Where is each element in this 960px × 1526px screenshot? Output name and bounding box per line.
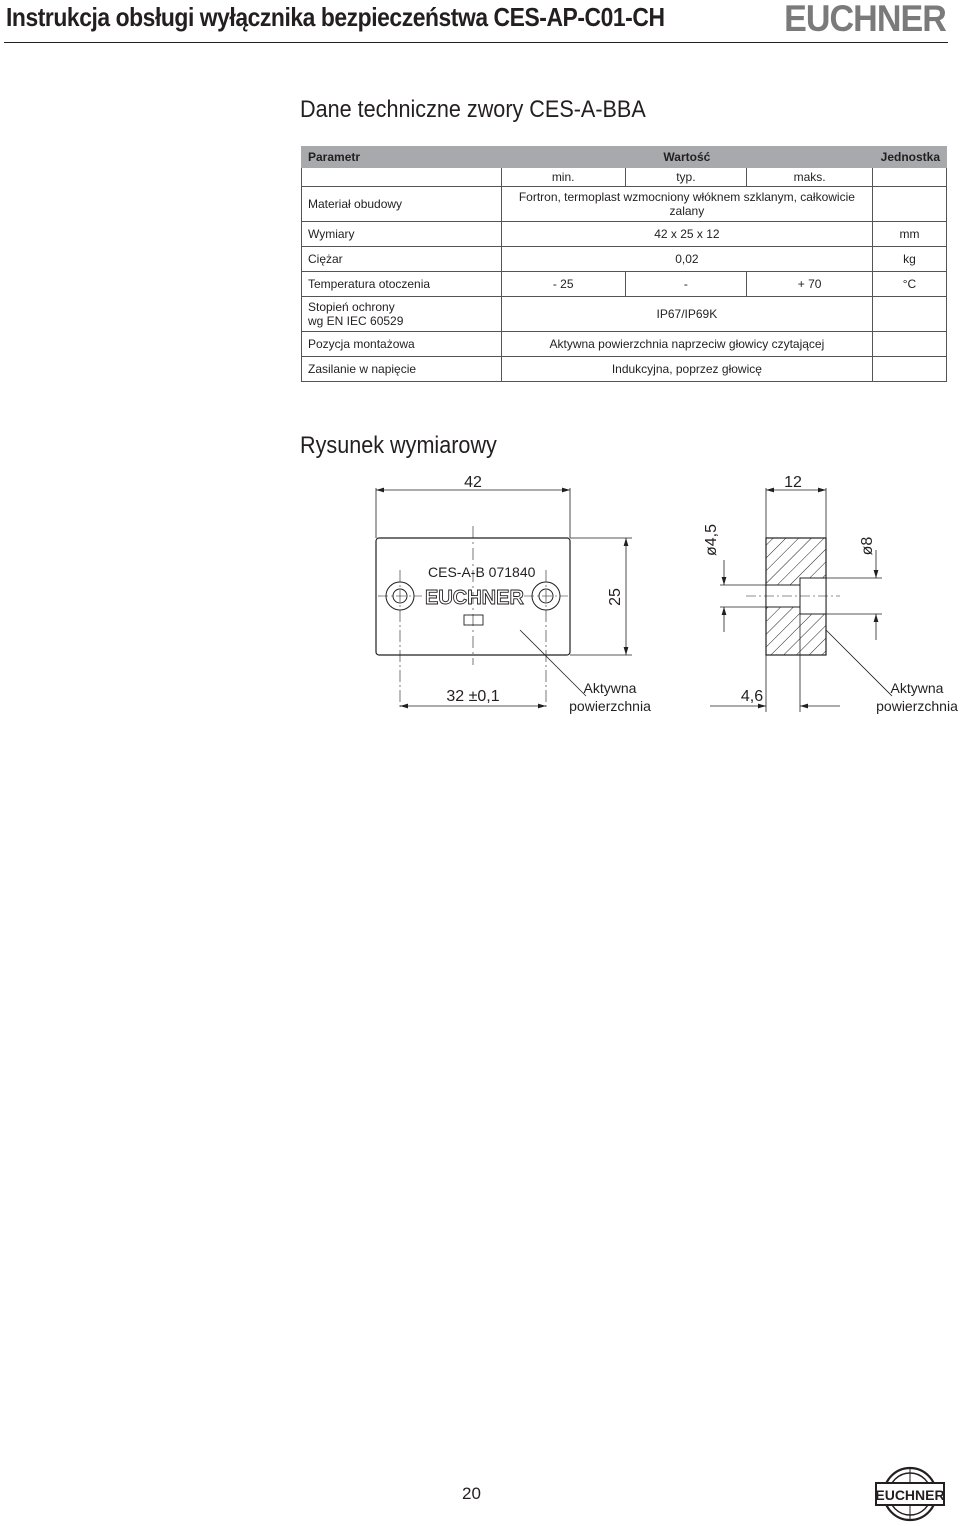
euchner-logo: EUCHNER	[784, 0, 946, 39]
marking-symbol	[464, 615, 483, 625]
row-value: Aktywna powierzchnia naprzeciw głowicy czytającej	[501, 332, 872, 357]
dim-depth-label: 12	[784, 474, 802, 491]
table-subheader-row	[302, 168, 947, 187]
row-unit: mm	[872, 222, 946, 247]
row-value: 42 x 25 x 12	[501, 222, 872, 247]
subheader-min: min.	[501, 168, 625, 187]
header-param: Parametr	[302, 147, 502, 168]
side-view	[703, 474, 958, 714]
table-row	[302, 332, 947, 357]
section-title-dimension-drawing: Rysunek wymiarowy	[300, 432, 497, 459]
active-surface-label-front: Aktywna	[583, 680, 637, 696]
header-unit: Jednostka	[872, 147, 946, 168]
row-min: - 25	[501, 272, 625, 297]
active-surface-label-line2: powierzchnia	[569, 698, 651, 714]
table-row	[302, 357, 947, 382]
dim-hole-spacing-label: 32 ±0,1	[446, 688, 500, 705]
row-unit: °C	[872, 272, 946, 297]
section-title-technical-data: Dane techniczne zwory CES-A-BBA	[300, 96, 646, 123]
dim-outer-dia-label: ø8	[859, 536, 876, 556]
brand-label: EUCHNER	[425, 587, 524, 609]
dim-width-label: 42	[464, 474, 482, 491]
table-row	[302, 297, 947, 332]
active-surface-label-front-1	[569, 680, 651, 714]
table-header-row	[302, 147, 947, 168]
table-row	[302, 272, 947, 297]
row-unit	[872, 187, 946, 222]
active-surface-label-side: Aktywna	[890, 680, 944, 696]
row-value: IP67/IP69K	[501, 297, 872, 332]
document-title: Instrukcja obsługi wyłącznika bezpieczeństwa CES-AP-C01-CH	[6, 2, 665, 32]
header-rule	[4, 42, 948, 43]
active-surface-label-line2: powierzchnia	[876, 698, 958, 714]
row-value: Fortron, termoplast wzmocniony włóknem szklanym, całkowicie zalany	[501, 187, 872, 222]
row-unit	[872, 297, 946, 332]
front-view	[376, 474, 651, 714]
row-unit: kg	[872, 247, 946, 272]
dim-hole-dia-label: ø4,5	[703, 523, 720, 557]
footer-euchner-logo	[870, 1466, 950, 1522]
row-max: + 70	[747, 272, 873, 297]
row-value: 0,02	[501, 247, 872, 272]
active-surface-label-side-1	[876, 680, 958, 714]
dim-counterbore-label: 4,6	[740, 688, 764, 705]
row-value: Indukcyjna, poprzez głowicę	[501, 357, 872, 382]
footer-logo-text: EUCHNER	[875, 1487, 945, 1503]
row-typ: -	[625, 272, 747, 297]
row-unit	[872, 332, 946, 357]
row-param: Temperatura otoczenia	[302, 272, 502, 297]
header-value: Wartość	[501, 147, 872, 168]
row-param: Ciężar	[302, 247, 502, 272]
dim-height-label: 25	[607, 588, 624, 606]
row-param: Stopień ochrony wg EN IEC 60529	[302, 297, 502, 332]
subheader-typ: typ.	[625, 168, 747, 187]
row-param: Materiał obudowy	[302, 187, 502, 222]
row-param: Zasilanie w napięcie	[302, 357, 502, 382]
row-param: Wymiary	[302, 222, 502, 247]
technical-data-table	[301, 146, 947, 382]
table-row	[302, 222, 947, 247]
dimension-drawing	[0, 460, 960, 730]
row-param: Pozycja montażowa	[302, 332, 502, 357]
row-unit	[872, 357, 946, 382]
table-row	[302, 247, 947, 272]
page-number: 20	[462, 1484, 481, 1503]
table-row	[302, 187, 947, 222]
subheader-max: maks.	[747, 168, 873, 187]
product-label: CES-A-B 071840	[428, 564, 536, 580]
